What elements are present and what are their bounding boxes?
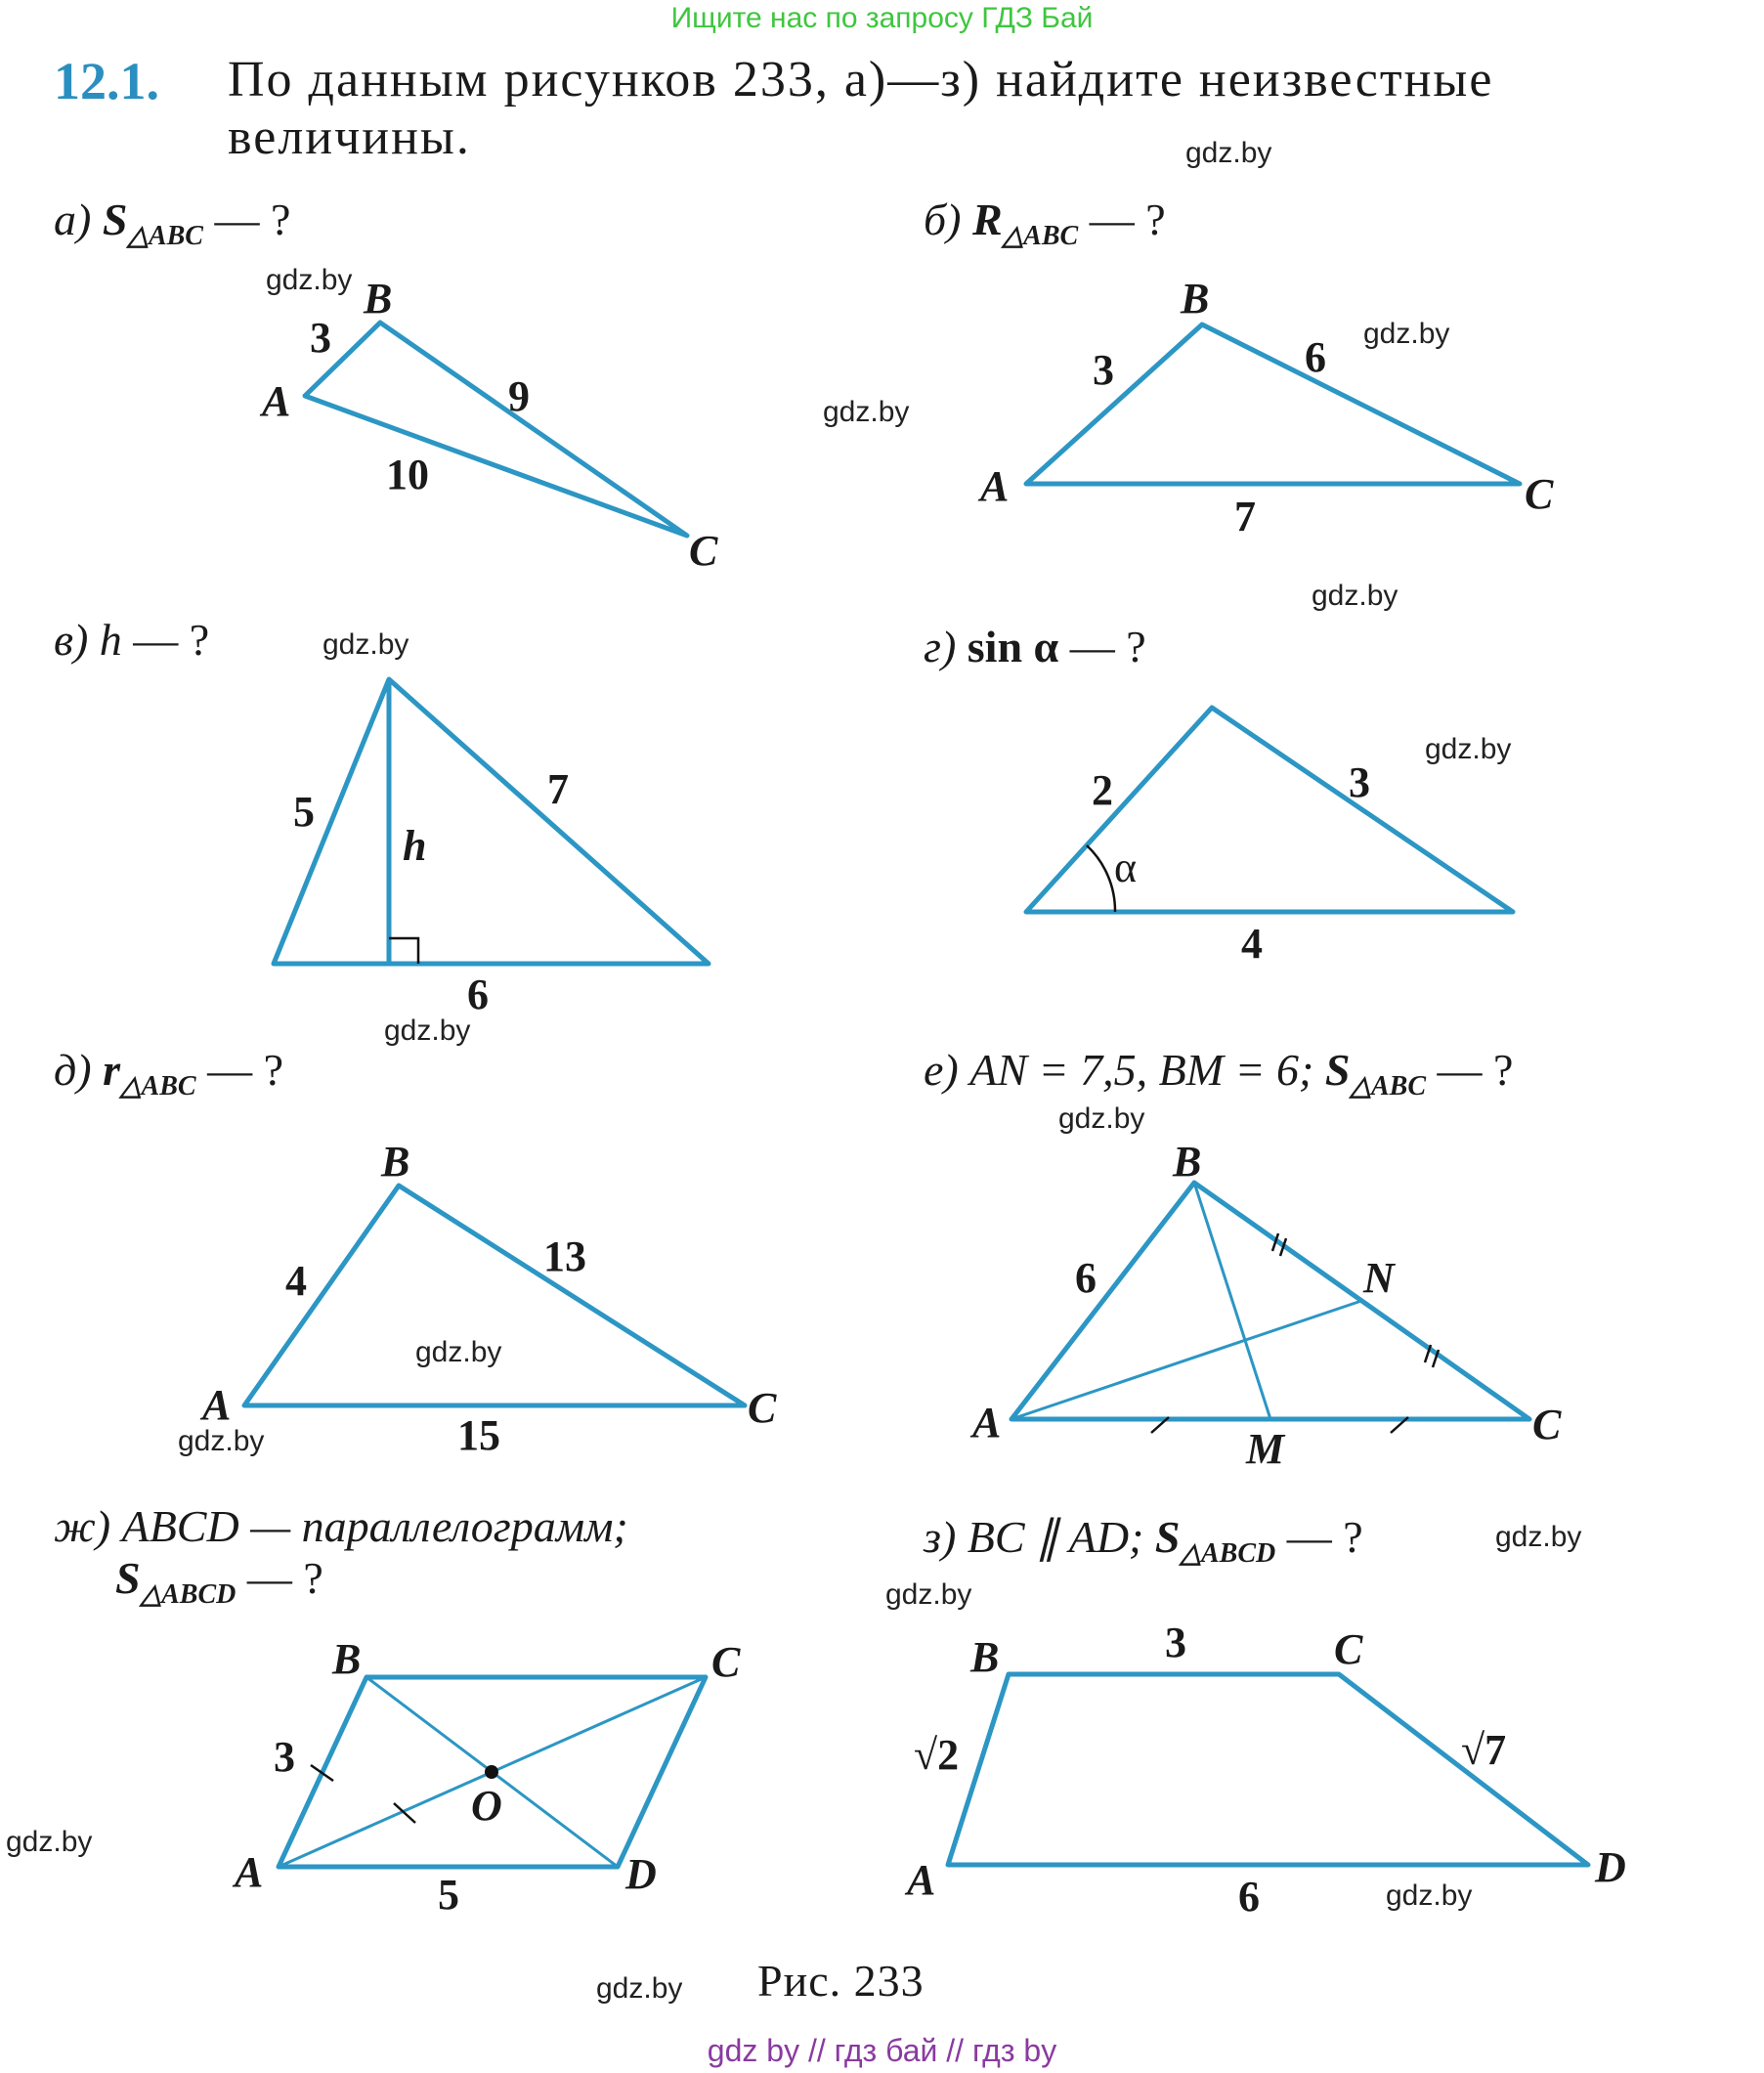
- side-zh-AD: 5: [438, 1871, 459, 1919]
- vertex-z-C: C: [1334, 1625, 1363, 1673]
- watermark: gdz.by: [6, 1826, 93, 1858]
- vertex-z-A: A: [907, 1856, 936, 1904]
- side-v-base: 6: [467, 971, 489, 1018]
- side-a-AC: 10: [386, 451, 429, 498]
- figure-a: [259, 275, 718, 575]
- label-zh: ж) ABCD — параллелограмм;: [54, 1501, 628, 1551]
- label-zh-question: $S_{\triangle ABCD}$ — ?: [115, 1553, 323, 1611]
- angle-g-label: α: [1114, 843, 1138, 891]
- center-zh-O: O: [471, 1782, 502, 1830]
- vertex-a-B: B: [364, 275, 393, 323]
- watermark: gdz.by: [266, 264, 353, 296]
- vertex-a-C: C: [689, 527, 718, 575]
- label-e: е) AN = 7,5, BM = 6; $S_{\triangle ABC}$ — ?: [924, 1045, 1514, 1102]
- watermark: gdz.by: [323, 628, 409, 661]
- bottom-links[interactable]: gdz by // гдз бай // гдз by: [707, 2033, 1057, 2068]
- watermark: gdz.by: [1425, 733, 1512, 765]
- figure-d: [199, 1138, 777, 1459]
- figure-g: [1026, 708, 1513, 968]
- figure-b: [977, 275, 1554, 540]
- task-number: 12.1.: [54, 52, 159, 110]
- figure-zh: [232, 1635, 741, 1919]
- vertex-a-A: A: [262, 377, 291, 425]
- vertex-e-A: A: [972, 1399, 1002, 1447]
- side-z-AD: 6: [1238, 1873, 1260, 1921]
- triangle-a: [305, 323, 687, 536]
- right-angle-mark: [389, 938, 418, 964]
- watermark: gdz.by: [1185, 137, 1272, 169]
- figure-caption: Рис. 233: [757, 1956, 925, 2006]
- vertex-zh-A: A: [235, 1848, 264, 1896]
- vertex-z-D: D: [1595, 1843, 1626, 1891]
- side-b-AB: 3: [1093, 346, 1114, 394]
- label-v: в) h — ?: [54, 615, 210, 665]
- vertex-b-B: B: [1181, 275, 1210, 323]
- vertex-b-A: A: [980, 462, 1010, 510]
- watermark: gdz.by: [885, 1578, 972, 1611]
- watermark: gdz.by: [1495, 1521, 1582, 1553]
- vertex-b-C: C: [1525, 470, 1554, 518]
- side-z-AB: √2: [914, 1731, 960, 1779]
- watermark: gdz.by: [1058, 1102, 1145, 1135]
- side-d-AC: 15: [457, 1411, 500, 1459]
- task-line-2: величины.: [228, 109, 471, 165]
- task-line-1: По данным рисунков 233, а)—з) найдите неизвестные: [228, 52, 1494, 108]
- side-a-AB: 3: [310, 314, 331, 362]
- label-b: б) $R_{\triangle ABC}$ — ?: [924, 194, 1166, 252]
- watermark: gdz.by: [823, 396, 910, 428]
- angle-alpha-arc: [1087, 845, 1115, 912]
- watermark: gdz.by: [384, 1015, 471, 1047]
- watermark: gdz.by: [415, 1336, 502, 1368]
- figure-e: [969, 1138, 1562, 1473]
- watermark: gdz.by: [1386, 1879, 1473, 1912]
- label-d: д) $r_{\triangle ABC}$ — ?: [54, 1045, 283, 1102]
- top-banner[interactable]: Ищите нас по запросу ГДЗ Бай: [670, 2, 1094, 34]
- vertex-d-B: B: [381, 1138, 410, 1186]
- label-z: з) BC ∥ AD; $S_{\triangle ABCD}$ — ?: [924, 1512, 1363, 1570]
- point-e-N: N: [1363, 1254, 1395, 1302]
- side-g-left: 2: [1092, 766, 1113, 814]
- vertex-zh-D: D: [625, 1850, 657, 1898]
- side-e-AB: 6: [1075, 1254, 1097, 1302]
- median-AN: [1011, 1301, 1361, 1419]
- label-g: г) sin α — ?: [924, 622, 1146, 671]
- watermark: gdz.by: [178, 1425, 265, 1457]
- side-z-CD: √7: [1461, 1726, 1507, 1774]
- vertex-e-C: C: [1532, 1401, 1562, 1448]
- figure-z: [904, 1619, 1626, 1921]
- side-g-right: 3: [1349, 758, 1370, 806]
- vertex-zh-B: B: [332, 1635, 362, 1683]
- side-d-BC: 13: [543, 1232, 586, 1280]
- watermark: gdz.by: [596, 1972, 683, 2005]
- side-v-left: 5: [293, 788, 315, 836]
- watermark: gdz.by: [1363, 318, 1450, 350]
- vertex-z-B: B: [970, 1633, 1000, 1681]
- vertex-zh-C: C: [711, 1638, 741, 1686]
- median-BM: [1194, 1183, 1270, 1419]
- vertex-e-B: B: [1173, 1138, 1202, 1186]
- side-z-BC: 3: [1165, 1619, 1186, 1666]
- center-O-dot: [485, 1765, 498, 1779]
- side-b-AC: 7: [1234, 493, 1256, 540]
- vertex-d-C: C: [748, 1384, 777, 1432]
- side-a-BC: 9: [508, 372, 530, 420]
- watermark: gdz.by: [1312, 580, 1398, 612]
- side-g-base: 4: [1241, 920, 1263, 968]
- triangle-v: [274, 679, 709, 964]
- figure-v: [274, 679, 709, 1018]
- side-v-right: 7: [547, 765, 569, 813]
- side-b-BC: 6: [1305, 333, 1326, 381]
- triangle-d: [244, 1186, 745, 1405]
- side-d-AB: 4: [285, 1257, 307, 1305]
- side-zh-AB: 3: [274, 1733, 295, 1781]
- altitude-v-label: h: [403, 822, 427, 870]
- vertex-d-A: A: [202, 1381, 232, 1429]
- point-e-M: M: [1246, 1425, 1285, 1473]
- label-a: а) $S_{\triangle ABC}$ — ?: [54, 194, 291, 252]
